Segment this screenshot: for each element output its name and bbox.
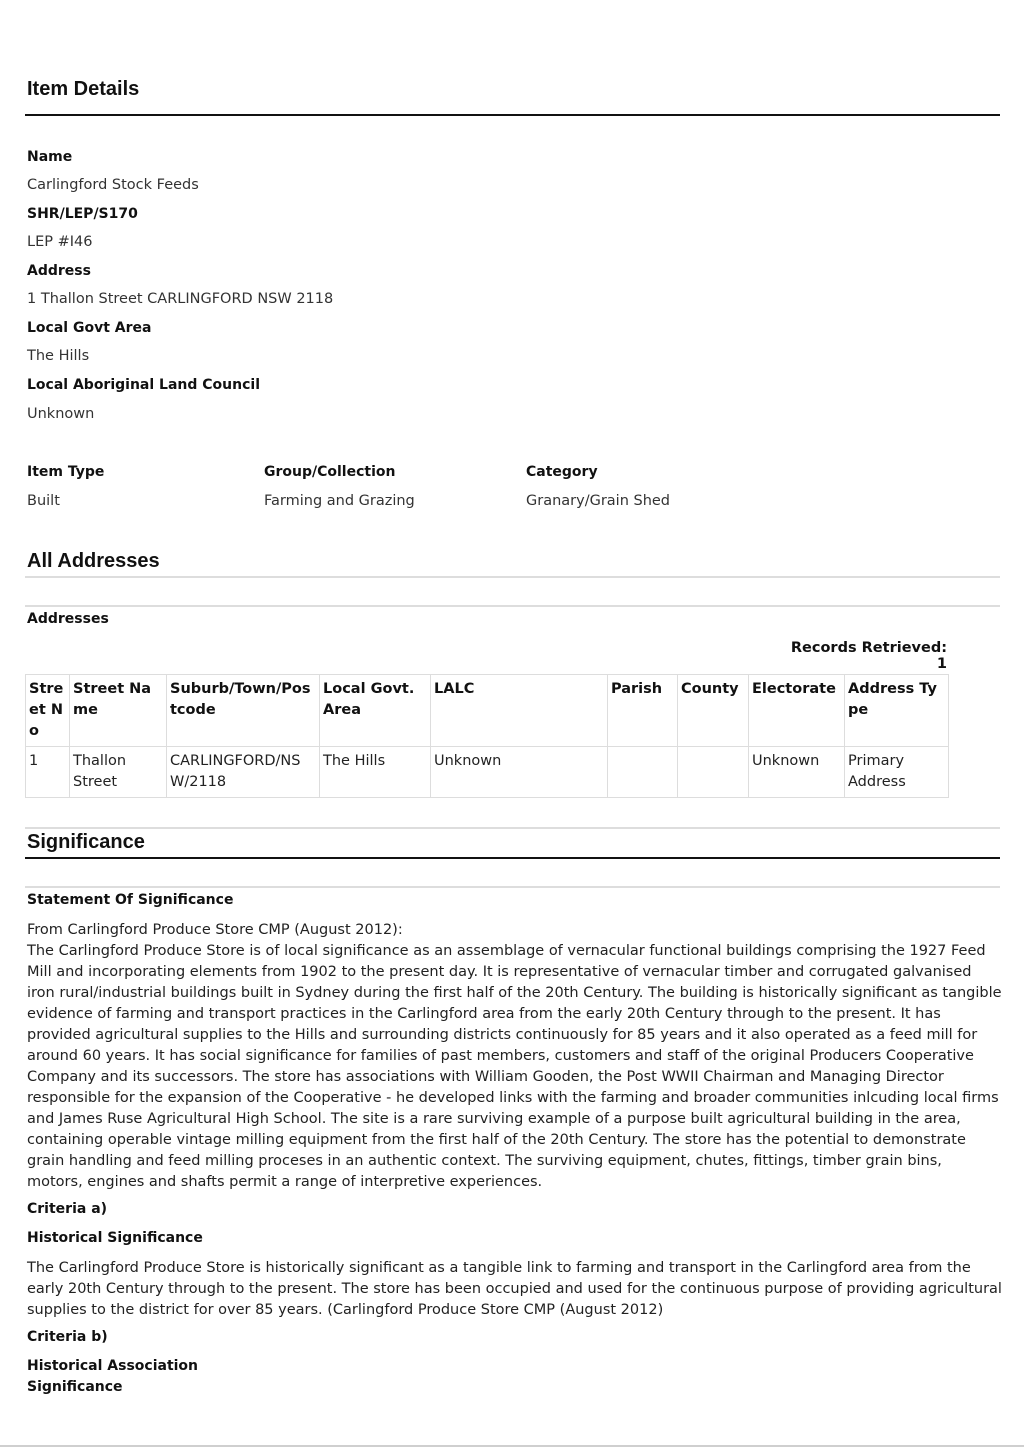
significance-heading: Significance <box>27 831 145 853</box>
shr-label: SHR/LEP/S170 <box>27 206 138 222</box>
criteria-b-label: Criteria b) <box>27 1329 108 1345</box>
association-label: Historical Association <box>27 1358 199 1374</box>
column-header: Suburb/Town/Postcode <box>167 675 320 747</box>
table-header-row <box>26 675 949 747</box>
column-header: Address Type <box>845 675 949 747</box>
table-cell: The Hills <box>320 747 431 798</box>
column-header: Street No <box>26 675 70 747</box>
page-bottom-border <box>0 1445 1024 1447</box>
table-cell: Thallon Street <box>70 747 167 798</box>
column-header: Street Name <box>70 675 167 747</box>
table-cell <box>608 747 678 798</box>
section-rule <box>25 576 1000 578</box>
group-value: Farming and Grazing <box>264 493 415 509</box>
column-header: County <box>678 675 749 747</box>
table-cell: Unknown <box>431 747 608 798</box>
column-header: Electorate <box>749 675 845 747</box>
addresses-table <box>25 674 949 798</box>
section-rule <box>25 886 1000 888</box>
section-rule <box>25 605 1000 607</box>
heading-rule <box>25 857 1000 859</box>
column-header: Local Govt. Area <box>320 675 431 747</box>
records-retrieved: Records Retrieved: 1 <box>790 640 947 672</box>
column-header: Parish <box>608 675 678 747</box>
shr-value: LEP #I46 <box>27 234 93 250</box>
table-cell: Primary Address <box>845 747 949 798</box>
item-type-label: Item Type <box>27 464 105 480</box>
table-cell: 1 <box>26 747 70 798</box>
association-label-2: Significance <box>27 1379 123 1395</box>
column-header: LALC <box>431 675 608 747</box>
table-row <box>26 747 949 798</box>
historical-text: The Carlingford Produce Store is historically significant as a tangible link to farming and transport in the Carlingford area from the early 20th Century through to the present. The store has been occupied and used for the continuous purpose of providing agricultural supplies to the district for over 85 years. (Carlingford Produce Store CMP (August 2012) <box>27 1260 1002 1318</box>
statement-text: From Carlingford Produce Store CMP (August 2012): The Carlingford Produce Store is of local significance as an assemblage of vernacular functional buildings comprising the 1927 Feed Mill and incorporating elements from 1902 to the present day. It is representative of vernacular timber and corrugated galvanised iron rural/industrial buildings built in Sydney during the first half of the 20th Century. The building is historically significant as tangible evidence of farming and transport practices in the Carlingford area from the early 20th Century through to the present. It has provided agricultural supplies to the Hills and surrounding districts continuously for 85 years and it also operated as a feed mill for around 60 years. It has social significance for families of past members, customers and staff of the original Producers Cooperative Company and its successors. The store has associations with William Gooden, the Post WWII Chairman and Managing Director responsible for the expansion of the Cooperative - he developed links with the farming and broader communities inlcuding local firms and James Ruse Agricultural High School. The site is a rare surviving example of a purpose built agricultural building in the area, containing operable vintage milling equipment from the first half of the 20th Century. The store has the potential to demonstrate grain handling and feed milling proceses in an authentic context. The surviving equipment, chutes, fittings, timber grain bins, motors, engines and shafts permit a range of interpretive experiences. <box>27 922 1002 1190</box>
heading-rule <box>25 114 1000 116</box>
lalc-label: Local Aboriginal Land Council <box>27 377 260 393</box>
name-label: Name <box>27 149 73 165</box>
lalc-value: Unknown <box>27 406 95 422</box>
category-label: Category <box>526 464 598 480</box>
group-label: Group/Collection <box>264 464 396 480</box>
name-value: Carlingford Stock Feeds <box>27 177 199 193</box>
item-details-heading: Item Details <box>27 78 140 100</box>
address-value: 1 Thallon Street CARLINGFORD NSW 2118 <box>27 291 334 307</box>
all-addresses-heading: All Addresses <box>27 550 160 572</box>
criteria-a-label: Criteria a) <box>27 1201 108 1217</box>
table-cell: CARLINGFORD/NSW/2118 <box>167 747 320 798</box>
historical-label: Historical Significance <box>27 1230 203 1246</box>
address-label: Address <box>27 263 91 279</box>
addresses-label: Addresses <box>27 611 109 627</box>
table-cell: Unknown <box>749 747 845 798</box>
item-type-value: Built <box>27 493 60 509</box>
statement-label: Statement Of Significance <box>27 892 234 908</box>
lga-label: Local Govt Area <box>27 320 152 336</box>
lga-value: The Hills <box>27 348 90 364</box>
category-value: Granary/Grain Shed <box>526 493 671 509</box>
table-cell <box>678 747 749 798</box>
section-rule <box>25 827 1000 829</box>
